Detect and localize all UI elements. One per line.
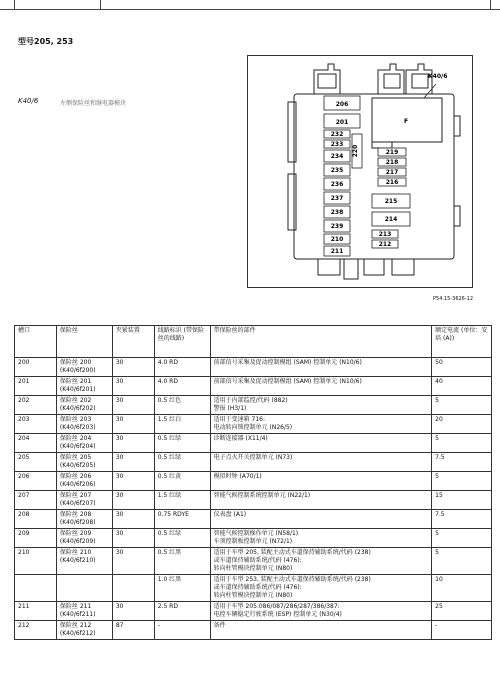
table-header-row: [15, 326, 492, 358]
cell-wire: 0.5 红绿: [154, 529, 210, 548]
cell-amp: 5: [432, 472, 492, 491]
cell-wire: 1.0 红黑: [154, 575, 210, 602]
table-row: [15, 529, 492, 548]
cell-fuse: 保险丝 212 (K40/6f212): [56, 621, 112, 640]
cell-wire: 2.5 RD: [154, 602, 210, 621]
cell-clamp: 30: [112, 377, 154, 396]
fuse-label-217: 217: [385, 169, 399, 176]
cell-part: 适用于车型 205, 装配主动式车道保持辅助系统/代码 (238) 或车道保持辅助系统/代码 (476): 转向柱管模块控制单元 (N80): [210, 548, 432, 575]
cell-amp: 5: [432, 548, 492, 575]
cell-fuse: 保险丝 208 (K40/6f208): [56, 510, 112, 529]
component-description: 左侧保险丝和继电器模块: [60, 100, 127, 107]
top-border: [0, 0, 500, 10]
fuse-label-233: 233: [330, 141, 344, 148]
header-clamp: 夹紧装置: [112, 326, 154, 358]
cell-fuse: 保险丝 207 (K40/6f207): [56, 491, 112, 510]
header-wire: 线路标识 (带保险丝的线路): [154, 326, 210, 358]
header-fuse: 保险丝: [56, 326, 112, 358]
cell-wire: -: [154, 621, 210, 640]
cell-slot: 205: [15, 453, 57, 472]
fuse-label-232: 232: [330, 131, 344, 138]
table-row: [15, 575, 492, 602]
cell-amp: 7.5: [432, 510, 492, 529]
cell-fuse: 保险丝 206 (K40/6f206): [56, 472, 112, 491]
cell-amp: 25: [432, 602, 492, 621]
fuse-label-220: 220: [352, 144, 359, 158]
fuse-label-213: 213: [378, 231, 392, 238]
cell-amp: 40: [432, 377, 492, 396]
cell-clamp: [112, 575, 154, 602]
fuse-label-210: 210: [330, 236, 344, 243]
cell-part: 诊断连接器 (X11/4): [210, 434, 432, 453]
cell-fuse: [56, 575, 112, 602]
fuse-label-235: 235: [330, 167, 344, 174]
cell-slot: 208: [15, 510, 57, 529]
cell-wire: 1.5 红绿: [154, 491, 210, 510]
cell-slot: 210: [15, 548, 57, 575]
cell-clamp: 30: [112, 529, 154, 548]
cell-fuse: 保险丝 209 (K40/6f209): [56, 529, 112, 548]
cell-amp: 5: [432, 529, 492, 548]
cell-slot: 201: [15, 377, 57, 396]
component-id: K40/6: [18, 97, 39, 105]
cell-fuse: 保险丝 204 (K40/6f204): [56, 434, 112, 453]
cell-part: 前部信号采集及促动控制模组 (SAM) 控制单元 (N10/6): [210, 358, 432, 377]
cell-amp: 15: [432, 491, 492, 510]
fuse-label-218: 218: [385, 159, 399, 166]
cell-fuse: 保险丝 211 (K40/6f211): [56, 602, 112, 621]
table-row: [15, 621, 492, 640]
cell-wire: 0.5 红绿: [154, 453, 210, 472]
cell-fuse: 保险丝 210 (K40/6f210): [56, 548, 112, 575]
cell-part: 模拟时钟 (A70/1): [210, 472, 432, 491]
cell-wire: 0.75 RDYE: [154, 510, 210, 529]
fuse-label-234: 234: [330, 153, 344, 160]
table-row: [15, 510, 492, 529]
cell-amp: 10: [432, 575, 492, 602]
cell-clamp: 30: [112, 358, 154, 377]
cell-slot: 209: [15, 529, 57, 548]
table-row: [15, 415, 492, 434]
cell-wire: 0.5 红黑: [154, 548, 210, 575]
fuse-label-237: 237: [330, 195, 344, 202]
cell-amp: 20: [432, 415, 492, 434]
cell-clamp: 30: [112, 548, 154, 575]
cell-amp: 7.5: [432, 453, 492, 472]
fuse-label-215: 215: [384, 198, 398, 205]
fuse-table: [14, 325, 492, 640]
fuse-label-236: 236: [330, 181, 344, 188]
fuse-label-212: 212: [378, 241, 392, 248]
header-part: 带保险丝的部件: [210, 326, 432, 358]
fuse-box-diagram: [247, 55, 473, 288]
table-row: [15, 377, 492, 396]
cell-fuse: 保险丝 202 (K40/6f202): [56, 396, 112, 415]
fuse-label-239: 239: [330, 223, 344, 230]
table-row: [15, 434, 492, 453]
cell-amp: 50: [432, 358, 492, 377]
cell-slot: [15, 575, 57, 602]
cell-amp: 5: [432, 396, 492, 415]
table-row: [15, 396, 492, 415]
cell-part: 适用于车型 205.086/087/286/287/386/387: 电控车辆稳定行驶系统 (ESP) 控制单元 (N30/4): [210, 602, 432, 621]
relay-label-f: F: [403, 118, 409, 125]
cell-clamp: 87: [112, 621, 154, 640]
cell-clamp: 30: [112, 491, 154, 510]
cell-fuse: 保险丝 205 (K40/6f205): [56, 453, 112, 472]
header-slot: 槽口: [15, 326, 57, 358]
cell-slot: 207: [15, 491, 57, 510]
cell-clamp: 30: [112, 396, 154, 415]
cell-wire: 0.5 红绿: [154, 434, 210, 453]
table-row: [15, 602, 492, 621]
cell-fuse: 保险丝 201 (K40/6f201): [56, 377, 112, 396]
table-body: [15, 358, 492, 640]
cell-part: 适用于变速箱 716: 电动转向锁控制单元 (N26/5): [210, 415, 432, 434]
cell-part: 仪表盘 (A1): [210, 510, 432, 529]
table-row: [15, 491, 492, 510]
table-row: [15, 472, 492, 491]
cell-part: 适用于内部监控/代码 (882) 警报 (H3/1): [210, 396, 432, 415]
table-row: [15, 453, 492, 472]
fuse-label-219: 219: [385, 149, 399, 156]
cell-wire: 1.5 红白: [154, 415, 210, 434]
cell-amp: -: [432, 621, 492, 640]
cell-wire: 0.5 红黄: [154, 472, 210, 491]
table-row: [15, 358, 492, 377]
cell-part: 备件: [210, 621, 432, 640]
cell-slot: 202: [15, 396, 57, 415]
cell-fuse: 保险丝 203 (K40/6f203): [56, 415, 112, 434]
cell-fuse: 保险丝 200 (K40/6f200): [56, 358, 112, 377]
cell-clamp: 30: [112, 453, 154, 472]
cell-part: 电子点火开关控制单元 (N73): [210, 453, 432, 472]
table-row: [15, 548, 492, 575]
cell-slot: 200: [15, 358, 57, 377]
cell-slot: 206: [15, 472, 57, 491]
fuse-label-238: 238: [330, 209, 344, 216]
cell-slot: 204: [15, 434, 57, 453]
figure-reference: P54.15-3626-12: [433, 296, 474, 302]
cell-slot: 211: [15, 602, 57, 621]
header-amp: 额定电流 (单位：安培 (A)): [432, 326, 492, 358]
cell-clamp: 30: [112, 510, 154, 529]
cell-clamp: 30: [112, 434, 154, 453]
cell-part: 前部信号采集及促动控制模组 (SAM) 控制单元 (N10/6): [210, 377, 432, 396]
fuse-label-201: 201: [335, 119, 349, 126]
callout-line: [424, 84, 436, 98]
model-heading: 型号205, 253: [18, 37, 74, 46]
fuse-label-211: 211: [330, 248, 344, 255]
cell-wire: 4.0 RD: [154, 377, 210, 396]
cell-part: 适用于车型 253, 装配主动式车道保持辅助系统/代码 (238) 或车道保持辅助系统/代码 (476): 转向柱管模块控制单元 (N80): [210, 575, 432, 602]
cell-part: 智能气候控制系统控制单元 (N22/1): [210, 491, 432, 510]
cell-amp: 5: [432, 434, 492, 453]
cell-clamp: 30: [112, 415, 154, 434]
callout-label: K40/6: [428, 73, 448, 80]
cell-wire: 4.0 RD: [154, 358, 210, 377]
cell-part: 智能气候控制操作单元 (N58/1) 车顶控制板控制单元 (N72/1): [210, 529, 432, 548]
cell-clamp: 30: [112, 472, 154, 491]
cell-wire: 0.5 红色: [154, 396, 210, 415]
fuse-label-216: 216: [385, 179, 399, 186]
cell-clamp: 30: [112, 602, 154, 621]
cell-slot: 203: [15, 415, 57, 434]
fuse-label-206: 206: [335, 101, 349, 108]
cell-slot: 212: [15, 621, 57, 640]
fuse-label-214: 214: [384, 216, 398, 223]
